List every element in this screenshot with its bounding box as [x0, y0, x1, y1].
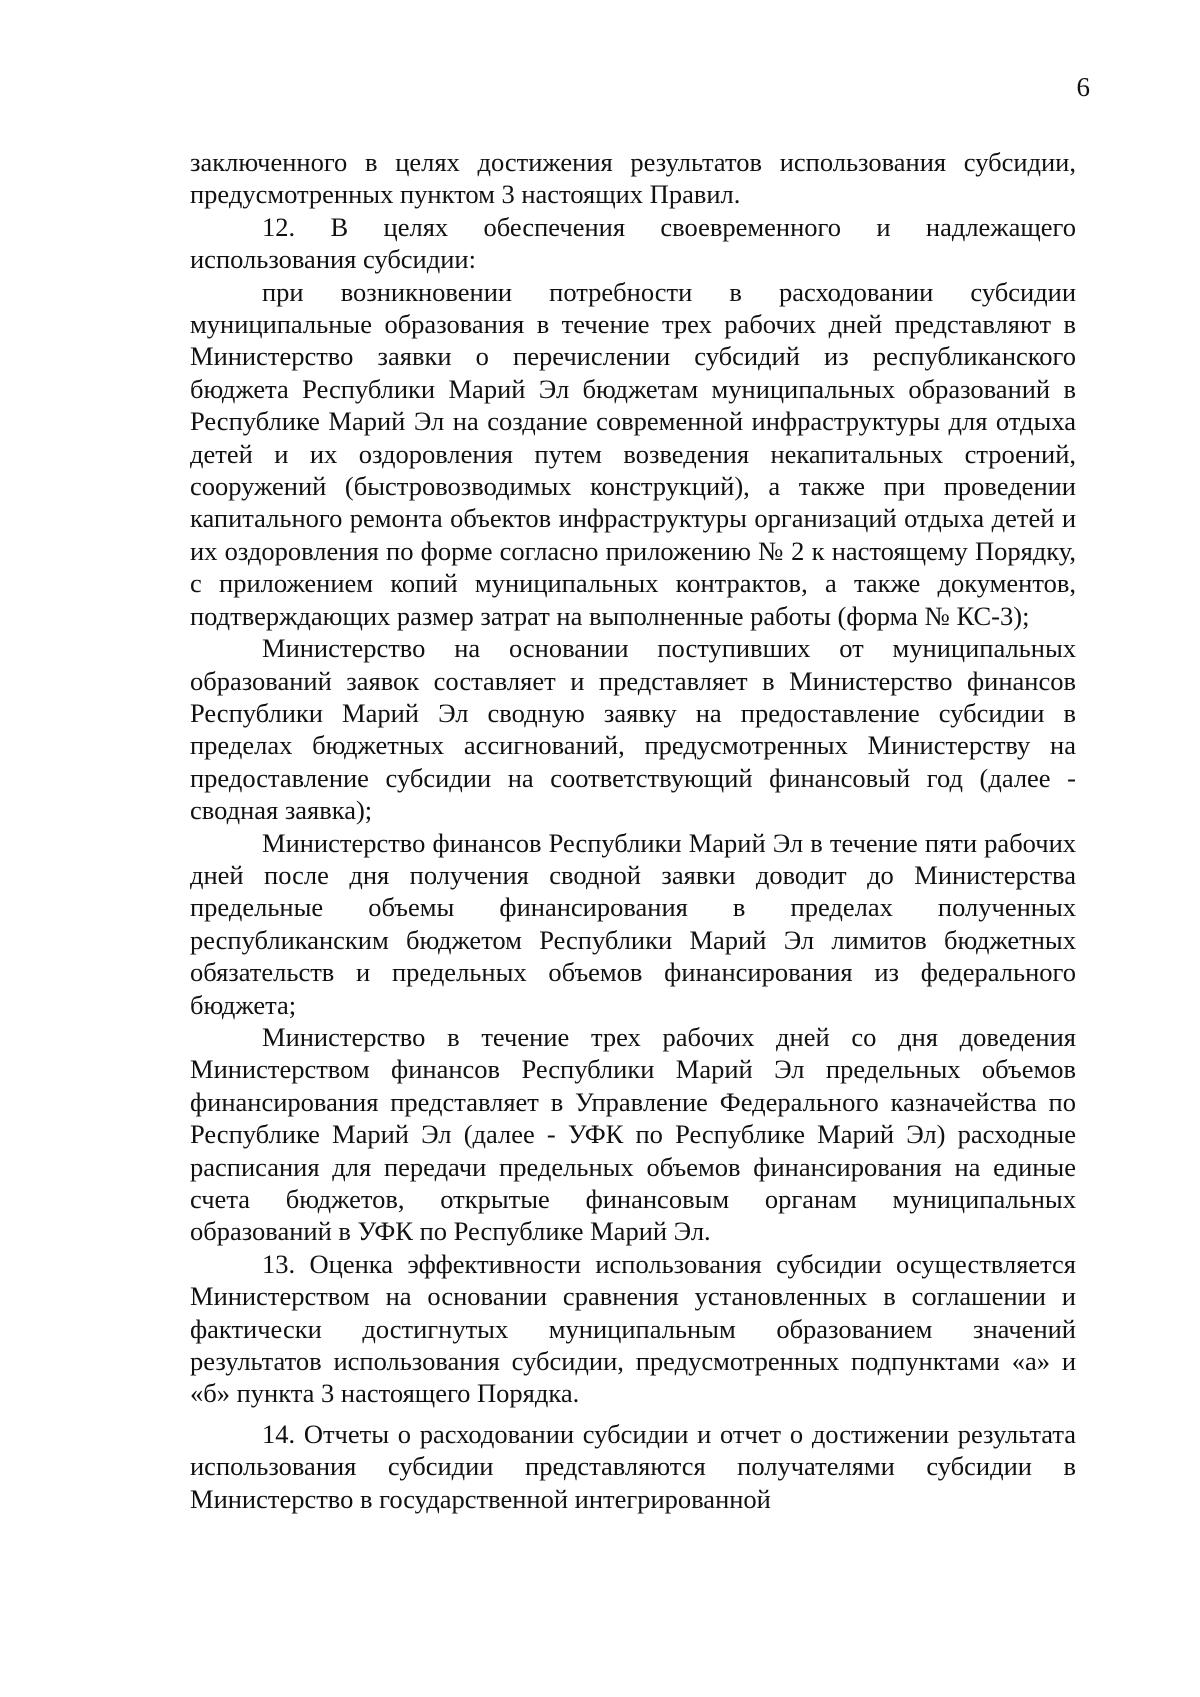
paragraph-finance-ministry-limits: Министерство финансов Республики Марий Эл в течение пяти рабочих дней после дня получения сводной заявки доводит до Министерства предельные объемы финансирования в пределах полученных республиканским бюджетом Республики Марий Эл лимитов бюджетных обязательств и предельных объемов финансирования из федерального бюджета;: [190, 827, 1076, 1020]
paragraph-treasury-schedules: Министерство в течение трех рабочих дней со дня доведения Министерством финансов Республики Марий Эл предельных объемов финансирования представляет в Управление Федерального казначейства по Республике Марий Эл (далее - УФК по Республике Марий Эл) расходные расписания для передачи предельных объемов финансирования на единые счета бюджетов, открытые финансовым органам муниципальных образований в УФК по Республике Марий Эл.: [190, 1021, 1076, 1247]
paragraph-application-procedure: при возникновении потребности в расходовании субсидии муниципальные образования в течение трех рабочих дней представляют в Министерство заявки о перечислении субсидий из республиканского бюджета Республики Марий Эл бюджетам муниципальных образований в Республике Марий Эл на создание современной инфраструктуры для отдыха детей и их оздоровления путем возведения некапитальных строений, сооружений (быстровозводимых конструкций), а также при проведении капитального ремонта объектов инфраструктуры организаций отдыха детей и их оздоровления по форме согласно приложению № 2 к настоящему Порядку, с приложением копий муниципальных контрактов, а также документов, подтверждающих размер затрат на выполненные работы (форма № КС-3);: [190, 276, 1076, 631]
paragraph-item-13: 13. Оценка эффективности использования субсидии осуществляется Министерством на основании сравнения установленных в соглашении и фактически достигнутых муниципальным образованием значений результатов использования субсидии, предусмотренных подпунктами «а» и «б» пункта 3 настоящего Порядка.: [190, 1248, 1076, 1409]
paragraph-item-12: 12. В целях обеспечения своевременного и надлежащего использования субсидии:: [190, 211, 1076, 275]
paragraph-consolidated-application: Министерство на основании поступивших от муниципальных образований заявок составляет и представляет в Министерство финансов Республики Марий Эл сводную заявку на предоставление субсидии в пределах бюджетных ассигнований, предусмотренных Министерству на предоставление субсидии на соответствующий финансовый год (далее - сводная заявка);: [190, 633, 1076, 826]
document-body: [190, 146, 1076, 1515]
paragraph-item-14: 14. Отчеты о расходовании субсидии и отчет о достижении результата использования субсидии представляются получателями субсидии в Министерство в государственной интегрированной: [190, 1418, 1076, 1514]
paragraph-continuation: заключенного в целях достижения результатов использования субсидии, предусмотренных пунктом 3 настоящих Правил.: [190, 147, 1076, 210]
page-number: 6: [1076, 72, 1090, 102]
